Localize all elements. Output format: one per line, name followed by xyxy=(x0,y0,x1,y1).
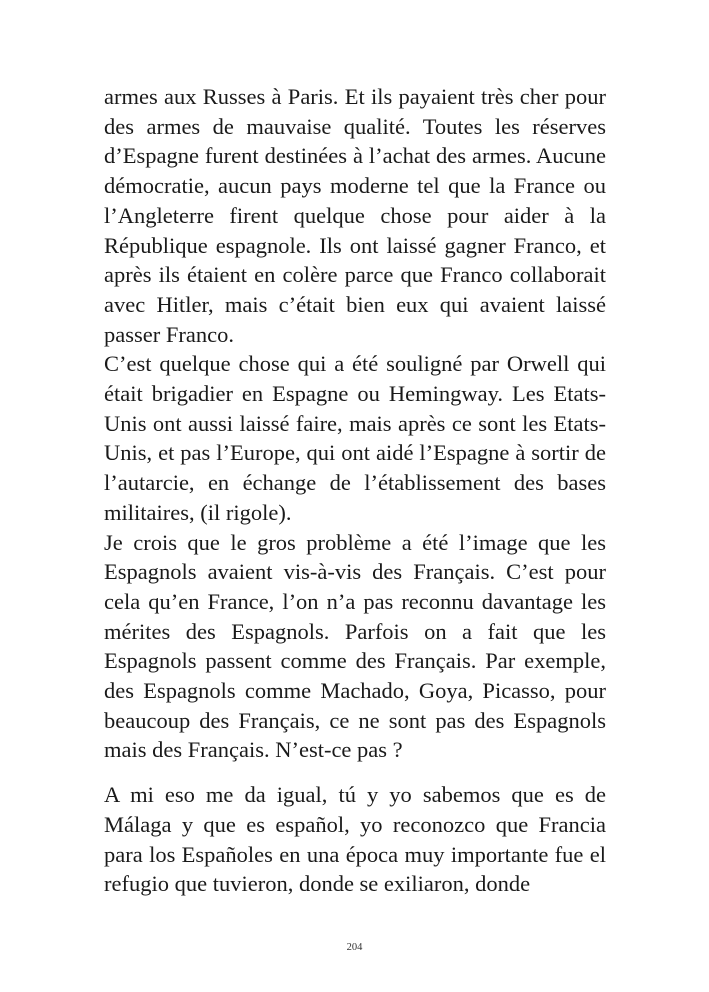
body-text xyxy=(104,82,606,899)
paragraph-2: C’est quelque chose qui a été souligné par Orwell qui était brigadier en Espagne ou Hemingway. Les Etats-Unis ont aussi laissé faire, mais après ce sont les Etats-Unis, et pas l’Europe, qui ont aidé l’Espagne à sortir de l’autarcie, en échange de l’établissement des bases militaires, (il rigole). xyxy=(104,351,606,525)
paragraph-3: Je crois que le gros problème a été l’image que les Espagnols avaient vis-à-vis des Français. C’est pour cela qu’en France, l’on n’a pas reconnu davantage les mérites des Espagnols. Parfois on a fait que les Espagnols passent comme des Français. Par exemple, des Espagnols comme Machado, Goya, Picasso, pour beaucoup des Français, ce ne sont pas des Espagnols mais des Français. N’est-ce pas ? xyxy=(104,529,606,763)
paragraph-4: A mi eso me da igual, tú y yo sabemos que es de Málaga y que es español, yo reconozco que Francia para los Españoles en una época muy importante fue el refugio que tuvieron, donde se exiliaron, donde xyxy=(104,782,606,897)
page-number: 204 xyxy=(346,942,363,953)
paragraph-1: armes aux Russes à Paris. Et ils payaient très cher pour des armes de mauvaise qualité. Toutes les réserves d’Espagne furent destinées à l’achat des armes. Aucune démocratie, aucun pays moderne tel que la France ou l’Angleterre firent quelque chose pour aider à la République espagnole. Ils ont laissé gagner Franco, et après ils étaient en colère parce que Franco collaborait avec Hitler, mais c’était bien eux qui avaient laissé passer Franco. xyxy=(104,84,606,347)
